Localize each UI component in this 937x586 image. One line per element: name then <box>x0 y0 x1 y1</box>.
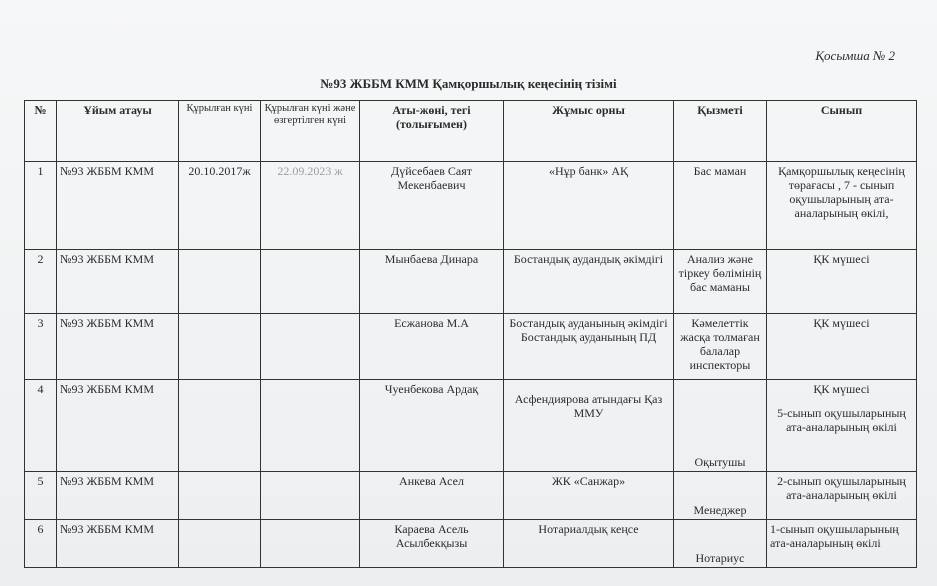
cell-number: 5 <box>25 472 57 520</box>
cell-position: Оқытушы <box>674 380 767 472</box>
cell-changed-date <box>261 380 360 472</box>
cell-organization: №93 ЖББМ КММ <box>57 250 179 314</box>
col-header-class: Сынып <box>767 101 917 162</box>
cell-full-name: Караева Асель Асылбекқызы <box>360 520 504 568</box>
cell-position: Анализ және тіркеу бөлімінің бас маманы <box>674 250 767 314</box>
col-header-created-date: Құрылған күні <box>179 101 261 162</box>
table-row <box>25 520 917 568</box>
cell-organization: №93 ЖББМ КММ <box>57 472 179 520</box>
council-members-table <box>24 100 917 568</box>
cell-organization: №93 ЖББМ КММ <box>57 520 179 568</box>
col-header-changed-date: Құрылған күні және өзгертілген күні <box>261 101 360 162</box>
cell-workplace <box>504 314 674 380</box>
cell-created-date <box>179 472 261 520</box>
cell-full-name: Дүйсебаев Саят Мекенбаевич <box>360 162 504 250</box>
page-title: №93 ЖББМ КММ Қамқоршылық кеңесінің тізімі <box>320 76 617 91</box>
col-header-full-name: Аты-жөні, тегі (толығымен) <box>360 101 504 162</box>
cell-class <box>767 380 917 472</box>
cell-class: ҚК мүшесі <box>767 250 917 314</box>
col-header-workplace: Жұмыс орны <box>504 101 674 162</box>
cell-workplace: Бостандық аудандық әкімдігі <box>504 250 674 314</box>
col-header-number: № <box>25 101 57 162</box>
cell-class: 1-сынып оқушыларының ата-аналарының өкілі <box>767 520 917 568</box>
cell-organization: №93 ЖББМ КММ <box>57 380 179 472</box>
cell-workplace-line2: Бостандық ауданының ПД <box>520 330 657 344</box>
cell-changed-date <box>261 250 360 314</box>
cell-created-date <box>179 380 261 472</box>
cell-class: Қамқоршылық кеңесінің төрағасы , 7 - сынып оқушыларының ата-аналарының өкілі, <box>767 162 917 250</box>
table-header-row <box>25 101 917 162</box>
cell-created-date: 20.10.2017ж <box>179 162 261 250</box>
cell-number: 6 <box>25 520 57 568</box>
cell-changed-date <box>261 314 360 380</box>
cell-workplace: ЖК «Санжар» <box>504 472 674 520</box>
cell-changed-date: 22.09.2023 ж <box>261 162 360 250</box>
cell-full-name: Есжанова М.А <box>360 314 504 380</box>
cell-class-line1: ҚК мүшесі <box>813 382 870 396</box>
cell-created-date <box>179 314 261 380</box>
cell-full-name: Чуенбекова Ардақ <box>360 380 504 472</box>
col-header-position: Қызметі <box>674 101 767 162</box>
table-row <box>25 472 917 520</box>
table-row <box>25 380 917 472</box>
cell-full-name: Мынбаева Динара <box>360 250 504 314</box>
table-row <box>25 162 917 250</box>
cell-workplace-line1: Бостандық ауданының әкімдігі <box>509 316 668 330</box>
cell-workplace: «Нұр банк» АҚ <box>504 162 674 250</box>
cell-number: 4 <box>25 380 57 472</box>
cell-created-date <box>179 250 261 314</box>
table-row <box>25 314 917 380</box>
cell-position: Бас маман <box>674 162 767 250</box>
cell-workplace <box>504 380 674 472</box>
appendix-label: Қосымша № 2 <box>815 48 895 63</box>
cell-number: 3 <box>25 314 57 380</box>
cell-position: Менеджер <box>674 472 767 520</box>
cell-workplace: Нотариалдық кеңсе <box>504 520 674 568</box>
cell-workplace-text: Асфендиярова атындағы Қаз ММУ <box>514 392 663 420</box>
cell-number: 2 <box>25 250 57 314</box>
cell-changed-date <box>261 520 360 568</box>
cell-number: 1 <box>25 162 57 250</box>
col-header-organization: Ұйым атауы <box>57 101 179 162</box>
cell-full-name: Анкева Асел <box>360 472 504 520</box>
table-row <box>25 250 917 314</box>
cell-organization: №93 ЖББМ КММ <box>57 162 179 250</box>
cell-position: Нотариус <box>674 520 767 568</box>
cell-changed-date <box>261 472 360 520</box>
cell-created-date <box>179 520 261 568</box>
cell-organization: №93 ЖББМ КММ <box>57 314 179 380</box>
cell-class: ҚК мүшесі <box>767 314 917 380</box>
cell-class: 2-сынып оқушыларының ата-аналарының өкілі <box>767 472 917 520</box>
cell-class-line2: 5-сынып оқушыларының ата-аналарының өкілі <box>777 406 906 434</box>
cell-position: Кәмелеттік жасқа толмаған балалар инспекторы <box>674 314 767 380</box>
